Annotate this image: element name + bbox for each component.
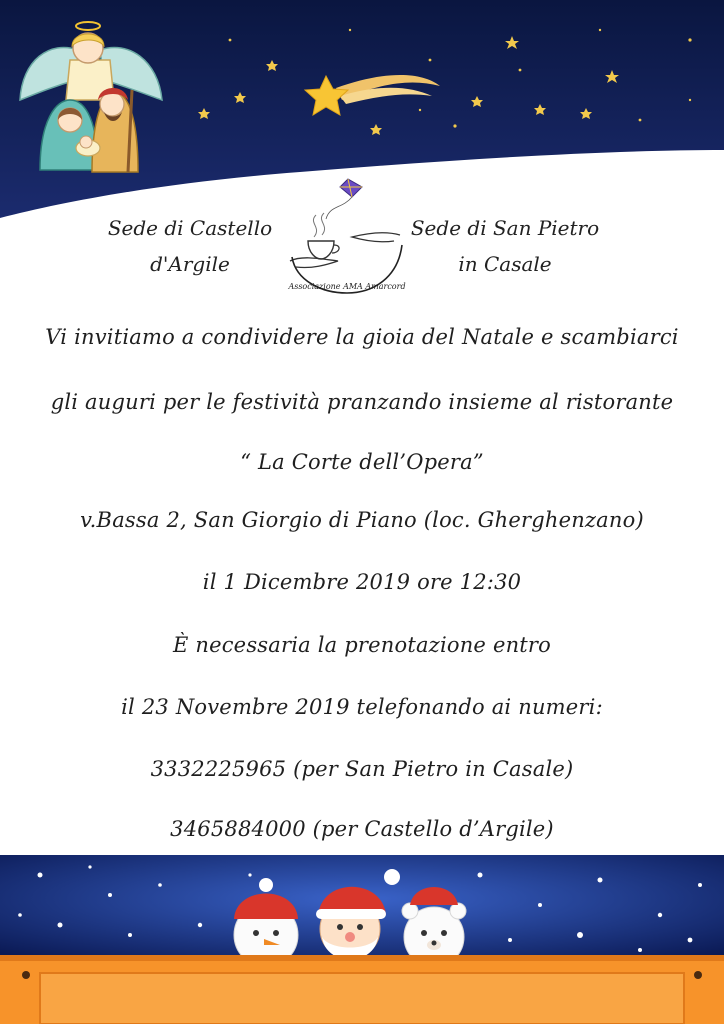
reservation-note: È necessaria la prenotazione entro xyxy=(172,633,552,657)
venue-left-line-2: d'Argile xyxy=(150,252,230,276)
bottom-night-band xyxy=(0,855,724,1024)
venue-castello-argile xyxy=(95,210,285,282)
phone-san-pietro: 3332225965 (per San Pietro in Casale) xyxy=(150,757,574,781)
invitation-line-1: Vi invitiamo a condividere la gioia del Natale e scambiarci xyxy=(45,325,679,349)
reservation-deadline: il 23 Novembre 2019 telefonando ai numeri: xyxy=(121,695,603,719)
association-logo xyxy=(282,175,412,300)
venue-right-line-2: in Casale xyxy=(458,252,552,276)
invitation-line-2: gli auguri per le festività pranzando insieme al ristorante xyxy=(50,390,674,414)
phone-castello: 3465884000 (per Castello d’Argile) xyxy=(170,817,554,841)
event-date-time: il 1 Dicembre 2019 ore 12:30 xyxy=(202,570,522,594)
logo-text: Associazione AMA Amarcord xyxy=(288,282,406,291)
restaurant-address: v.Bassa 2, San Giorgio di Piano (loc. Gherghenzano) xyxy=(80,508,644,532)
venue-right-line-1: Sede di San Pietro xyxy=(410,216,600,240)
venue-left-line-1: Sede di Castello xyxy=(107,216,273,240)
venue-san-pietro-casale xyxy=(400,210,610,282)
restaurant-name: “ La Corte dell’Opera” xyxy=(240,450,484,474)
